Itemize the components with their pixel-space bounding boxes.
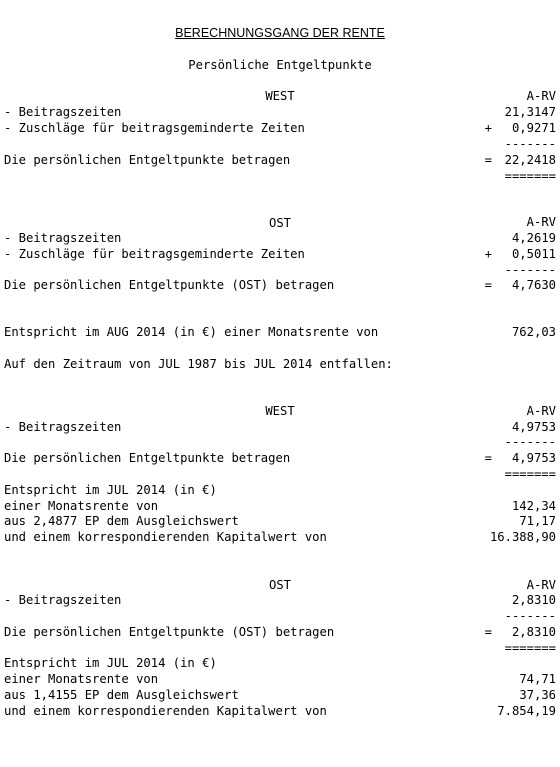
west-period-equivalent-row [4,482,556,498]
ost-period-compensation-row [4,687,556,703]
ost-period-separator-row [4,608,556,624]
row-label: - Zuschläge für beitragsgeminderte Zeiten [4,121,305,135]
row-value: 2,8310 [511,593,556,607]
double-separator: ======= [504,169,556,183]
row-label: Die persönlichen Entgeltpunkte betragen [4,451,291,465]
document-subtitle: Persönliche Entgeltpunkte [188,58,372,72]
west-period-compensation-row [4,513,556,529]
west-double-separator-row [4,168,556,184]
west-period-separator-row [4,434,556,450]
west-total-row [4,152,556,168]
period-row [4,356,556,372]
west-period-total-row [4,450,556,466]
dash-separator: ------- [504,263,556,277]
west-period-capital-row [4,529,556,545]
subtitle-row [4,41,556,72]
row-label: und einem korrespondierenden Kapitalwert von [4,704,327,718]
row-sign: = [484,153,492,167]
column-header-arv: A-RV [526,578,556,592]
row-value: 0,9271 [511,121,556,135]
dash-separator: ------- [504,609,556,623]
row-label: aus 2,4877 EP dem Ausgleichswert [4,514,239,528]
row-sign: + [484,121,492,135]
row-sign: = [484,625,492,639]
ost-total-row [4,277,556,293]
dash-separator: ------- [504,137,556,151]
row-value: 21,3147 [504,105,556,119]
row-label: - Beitragszeiten [4,105,122,119]
document-title: BERECHNUNGSGANG DER RENTE [175,26,385,40]
row-label: und einem korrespondierenden Kapitalwert von [4,530,327,544]
row-label: Entspricht im JUL 2014 (in €) [4,656,217,670]
row-label: - Beitragszeiten [4,420,122,434]
document-title-row [4,9,556,40]
column-header-arv: A-RV [526,404,556,418]
west-heading: WEST [265,89,295,103]
ost-separator-row [4,262,556,278]
west-contribution-row [4,104,556,120]
double-separator: ======= [504,467,556,481]
row-value: 4,9753 [511,420,556,434]
row-label: - Beitragszeiten [4,593,122,607]
west-period-contribution-row [4,419,556,435]
ost-period-total-row [4,624,556,640]
row-label: - Zuschläge für beitragsgeminderte Zeiten [4,247,305,261]
ost-period-capital-row [4,703,556,719]
row-value: 4,7630 [511,278,556,292]
row-label: Die persönlichen Entgeltpunkte (OST) betragen [4,278,335,292]
row-value: 74,71 [519,672,556,686]
west-heading: WEST [265,404,295,418]
row-label: einer Monatsrente von [4,499,159,513]
ost-period-contribution-row [4,592,556,608]
row-value: 0,5011 [511,247,556,261]
row-value: 16.388,90 [489,530,556,544]
row-value: 762,03 [511,325,556,339]
row-value: 71,17 [519,514,556,528]
ost-heading: OST [268,578,291,592]
monthly-pension-row [4,324,556,340]
west-column-header-row [4,88,556,104]
ost-heading: OST [268,216,291,230]
west-period-double-separator-row [4,466,556,482]
row-value: 22,2418 [504,153,556,167]
row-value: 7.854,19 [497,704,556,718]
ost-supplement-row [4,246,556,262]
row-label: Die persönlichen Entgeltpunkte betragen [4,153,291,167]
double-separator: ======= [504,641,556,655]
row-label: aus 1,4155 EP dem Ausgleichswert [4,688,239,702]
column-header-arv: A-RV [526,215,556,229]
row-value: 142,34 [511,499,556,513]
row-label: Die persönlichen Entgeltpunkte (OST) betragen [4,625,335,639]
ost-column-header-row [4,214,556,230]
row-label: Entspricht im JUL 2014 (in €) [4,483,217,497]
row-value: 37,36 [519,688,556,702]
row-label: Entspricht im AUG 2014 (in €) einer Monatsrente von [4,325,379,339]
row-sign: + [484,247,492,261]
row-value: 2,8310 [511,625,556,639]
ost-period-double-separator-row [4,640,556,656]
row-sign: = [484,451,492,465]
ost-period-column-header-row [4,577,556,593]
row-sign: = [484,278,492,292]
row-value: 4,9753 [511,451,556,465]
west-period-monthly-row [4,498,556,514]
west-period-column-header-row [4,403,556,419]
dash-separator: ------- [504,435,556,449]
row-value: 4,2619 [511,231,556,245]
ost-period-equivalent-row [4,655,556,671]
west-separator-row [4,136,556,152]
row-label: einer Monatsrente von [4,672,159,686]
ost-contribution-row [4,230,556,246]
column-header-arv: A-RV [526,89,556,103]
row-label: - Beitragszeiten [4,231,122,245]
period-text: Auf den Zeitraum von JUL 1987 bis JUL 2014 entfallen: [4,357,393,371]
west-supplement-row [4,120,556,136]
ost-period-monthly-row [4,671,556,687]
